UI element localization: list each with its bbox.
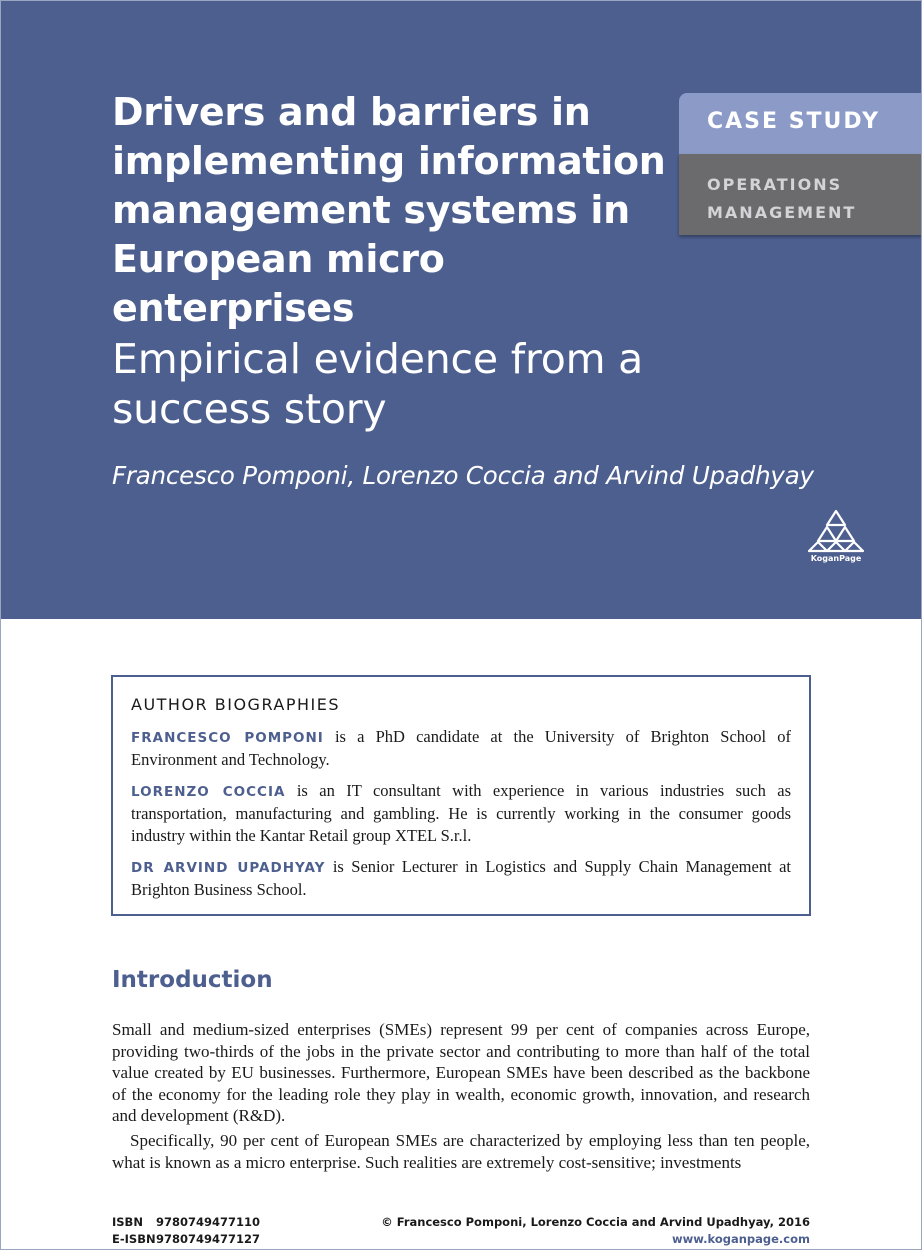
kogan-page-logo	[808, 508, 864, 566]
case-study-label: CASE STUDY	[679, 93, 922, 154]
category-line-1: OPERATIONS	[707, 175, 843, 194]
bio-author-name: DR ARVIND UPADHYAY	[131, 860, 326, 876]
logo-wordmark: KoganPage	[810, 554, 862, 563]
isbn-number: 9780749477110	[156, 1215, 261, 1229]
author-names: Francesco Pomponi, Lorenzo Coccia and Arvind Upadhyay	[112, 461, 814, 490]
intro-paragraph-1: Small and medium-sized enterprises (SMEs) represent 99 per cent of companies across Europe, providing two-thirds of the jobs in the private sector and contributing to more than half of the total value created by EU businesses. Furthermore, European SMEs have been described as the backbone of the economy for the leading role they play in wealth, economic growth, innovation, and research and development (R&D).	[112, 1020, 810, 1126]
bio-author-text: is an IT consultant with experience in various industries such as transportation, manufacturing and gambling. He is currently working in the consumer goods industry within the Kantar Retail group XTEL S.r.l.	[131, 781, 791, 845]
category-line-2: MANAGEMENT	[707, 203, 857, 222]
publisher-url[interactable]: www.koganpage.com	[671, 1232, 810, 1246]
isbn-label: ISBN	[112, 1215, 143, 1229]
bio-entry	[131, 780, 791, 847]
kogan-page-triangle-icon	[808, 508, 864, 554]
bio-author-text: is Senior Lecturer in Logistics and Supply Chain Management at Brighton Business School.	[131, 857, 791, 899]
isbn-line	[112, 1214, 260, 1231]
introduction-heading: Introduction	[112, 967, 273, 993]
copyright-notice: © Francesco Pomponi, Lorenzo Coccia and Arvind Upadhyay, 2016	[381, 1215, 810, 1229]
eisbn-label: E-ISBN	[112, 1232, 156, 1246]
intro-paragraph-2: Specifically, 90 per cent of European SMEs are characterized by employing less than ten people, what is known as a micro enterprise. Such realities are extremely cost-sensitive; investments	[112, 1131, 810, 1172]
bio-author-name: FRANCESCO POMPONI	[131, 730, 324, 746]
subject-category	[679, 154, 922, 235]
document-title: Drivers and barriers in implementing information management systems in European micro enterprises	[112, 90, 666, 330]
eisbn-line	[112, 1231, 260, 1248]
author-biographies-box	[111, 675, 811, 916]
bio-entry	[131, 856, 791, 901]
copyright-block	[381, 1214, 810, 1248]
eisbn-number: 9780749477127	[156, 1232, 261, 1246]
bio-author-text: is a PhD candidate at the University of Brighton School of Environment and Technology.	[131, 727, 792, 769]
bio-author-name: LORENZO COCCIA	[131, 784, 286, 800]
bio-heading: AUTHOR BIOGRAPHIES	[131, 695, 341, 714]
case-study-tab	[679, 93, 922, 235]
isbn-block	[112, 1214, 260, 1248]
document-subtitle: Empirical evidence from a success story	[112, 335, 644, 433]
bio-entry	[131, 726, 791, 771]
